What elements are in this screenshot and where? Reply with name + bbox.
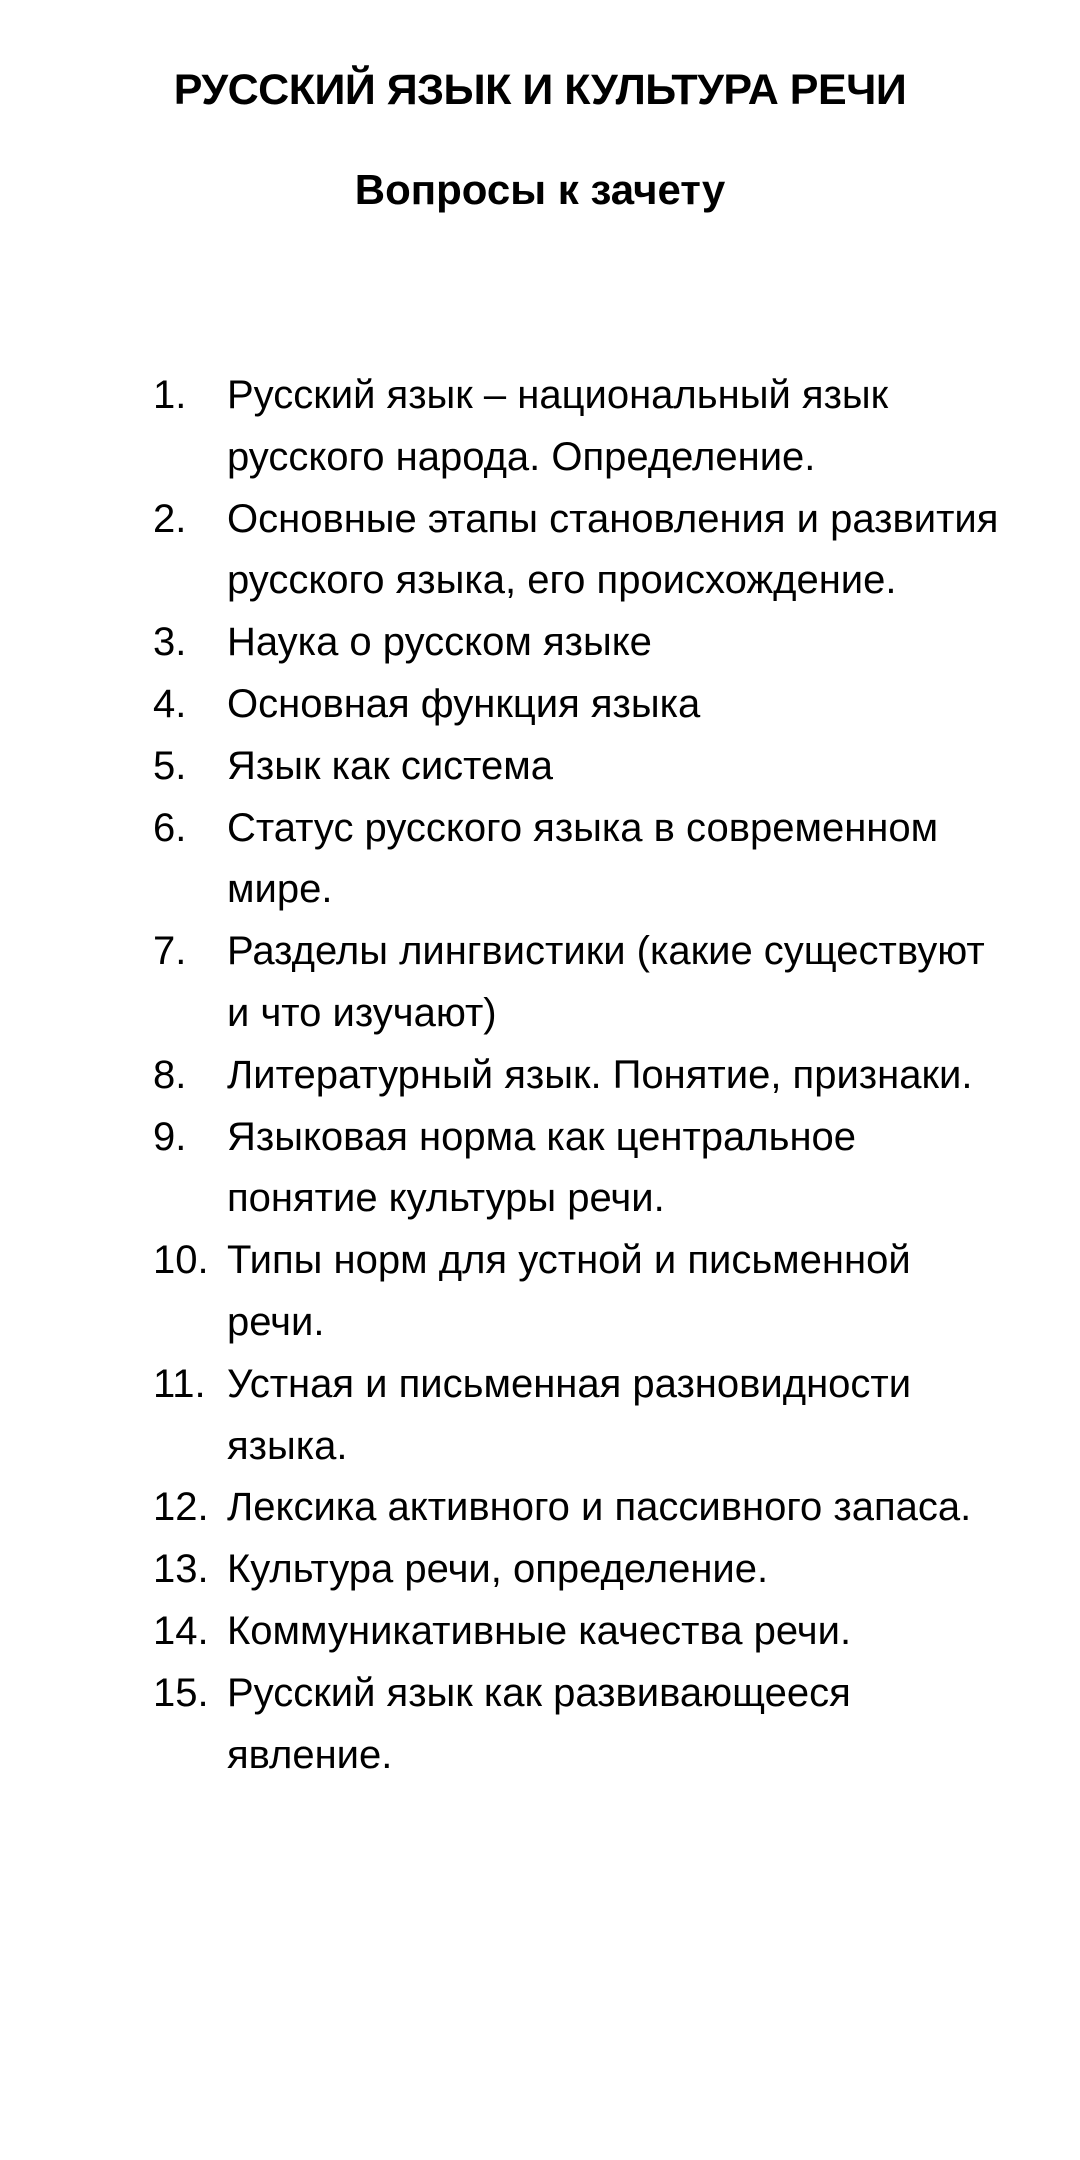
question-text: Русский язык как развивающееся явление.	[227, 1670, 851, 1777]
question-text: Устная и письменная разновидности языка.	[227, 1361, 912, 1468]
list-item	[0, 1230, 1080, 1354]
question-text: Культура речи, определение.	[227, 1547, 769, 1592]
question-text: Основные этапы становления и развития русского языка, его происхождение.	[227, 496, 999, 603]
question-number: 9.	[153, 1114, 187, 1159]
question-text: Коммуникативные качества речи.	[227, 1608, 852, 1653]
list-item	[0, 1354, 1080, 1478]
list-item	[0, 489, 1080, 613]
question-text: Русский язык – национальный язык русского народа. Определение.	[227, 373, 889, 479]
question-text: Основная функция языка	[227, 681, 701, 726]
list-item	[0, 1663, 1080, 1787]
list-item	[0, 921, 1080, 1045]
question-number: 13.	[153, 1547, 209, 1592]
question-text: Языковая норма как центральное понятие культуры речи.	[227, 1114, 857, 1221]
list-item	[0, 736, 1080, 798]
question-number: 12.	[153, 1485, 209, 1530]
question-text: Разделы лингвистики (какие существуют и что изучают)	[227, 929, 985, 1035]
question-number: 10.	[153, 1238, 209, 1283]
question-number: 15.	[153, 1670, 209, 1715]
question-text: Наука о русском языке	[227, 620, 652, 665]
list-item	[0, 674, 1080, 736]
question-list	[0, 365, 1080, 1786]
question-text: Язык как система	[227, 743, 554, 788]
question-number: 11.	[153, 1361, 206, 1406]
question-number: 14.	[153, 1608, 209, 1653]
question-text: Статус русского языка в современном мире.	[227, 805, 939, 912]
list-item	[0, 612, 1080, 674]
question-number: 7.	[153, 929, 187, 974]
list-item	[0, 365, 1080, 489]
list-item	[0, 1477, 1080, 1539]
question-number: 6.	[153, 805, 187, 850]
question-text: Лексика активного и пассивного запаса.	[227, 1485, 972, 1530]
question-number: 1.	[153, 373, 187, 417]
list-item	[0, 1539, 1080, 1601]
list-item	[0, 798, 1080, 922]
list-item	[0, 1601, 1080, 1663]
question-text: Типы норм для устной и письменной речи.	[227, 1238, 911, 1344]
document-subtitle: Вопросы к зачету	[354, 166, 726, 213]
question-number: 4.	[153, 681, 187, 726]
list-item	[0, 1107, 1080, 1231]
question-text: Литературный язык. Понятие, признаки.	[227, 1052, 973, 1097]
document-title: РУССКИЙ ЯЗЫК И КУЛЬТУРА РЕЧИ	[173, 66, 907, 114]
question-number: 2.	[153, 496, 187, 541]
question-number: 5.	[153, 743, 187, 788]
question-number: 3.	[153, 620, 187, 665]
list-item	[0, 1045, 1080, 1107]
question-number: 8.	[153, 1052, 187, 1097]
